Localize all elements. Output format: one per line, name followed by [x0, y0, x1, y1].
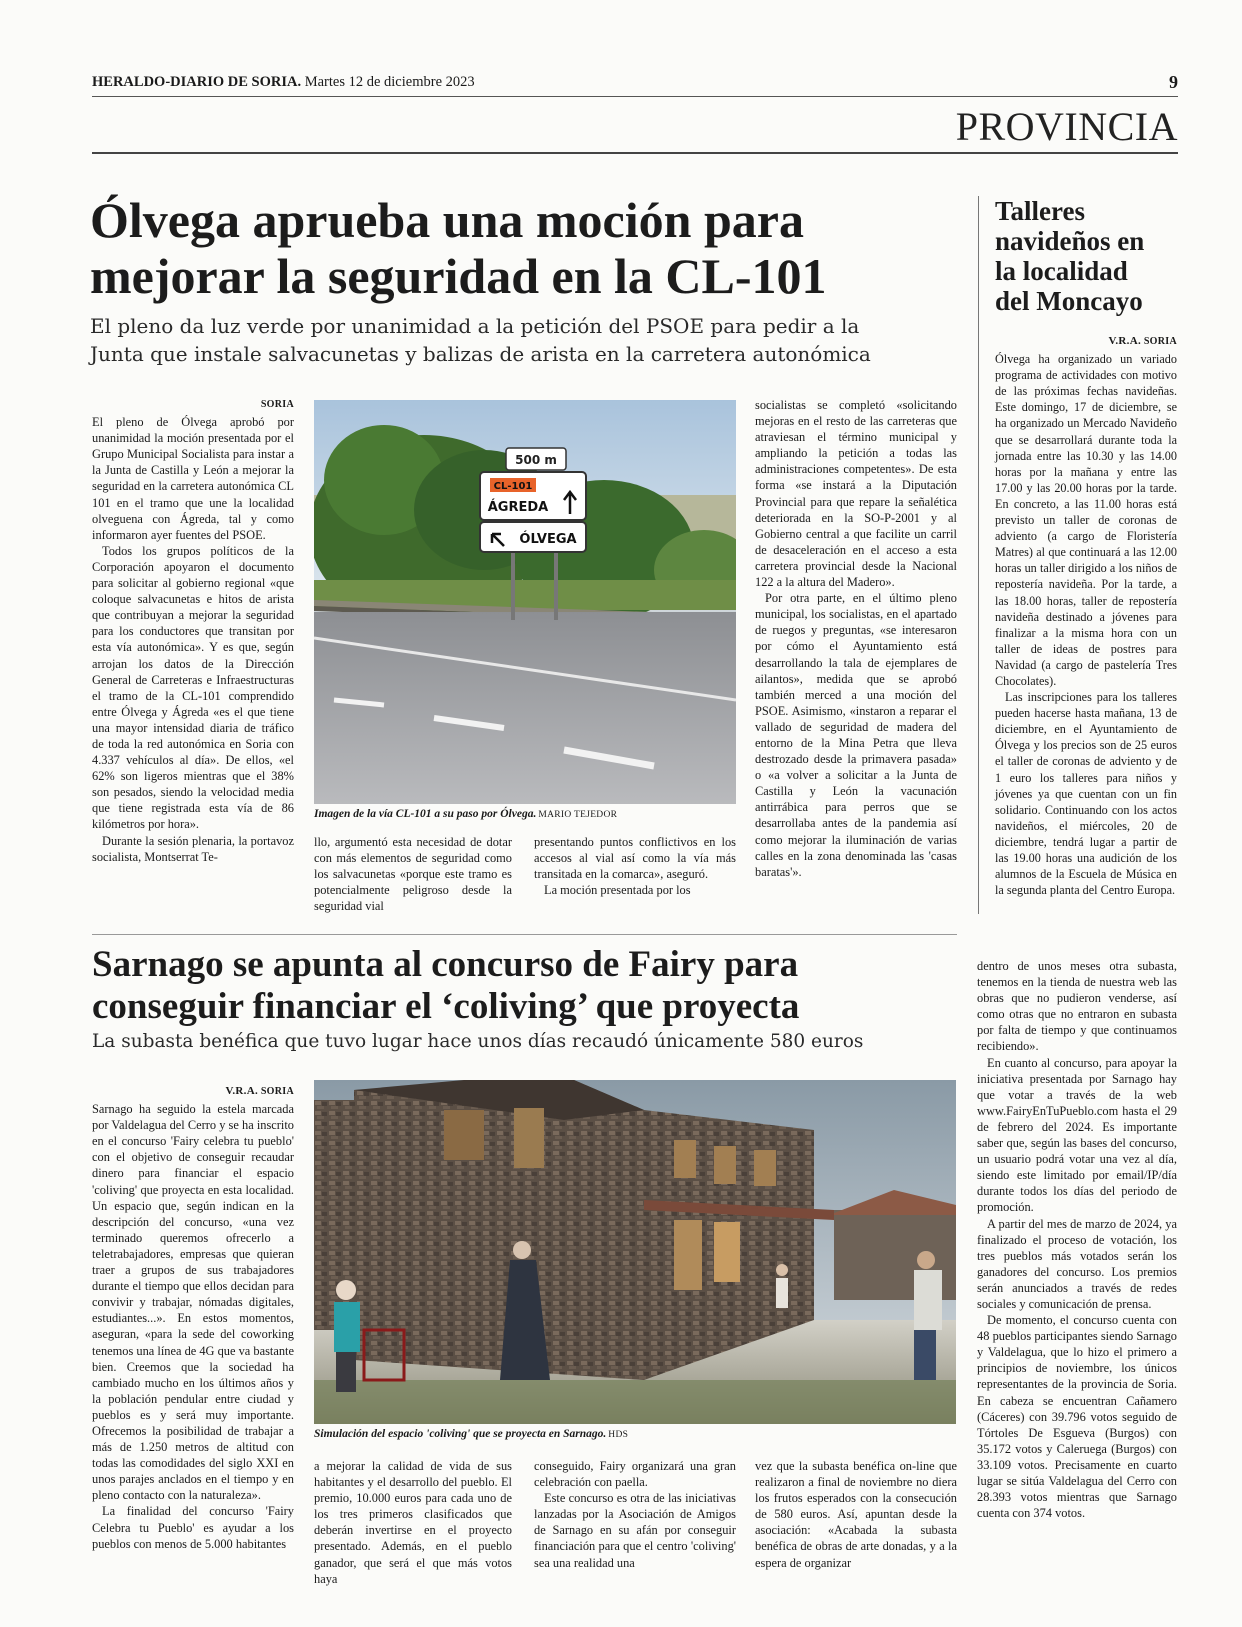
sign-town-olvega: ÓLVEGA	[519, 532, 577, 547]
issue-date: Martes 12 de diciembre 2023	[301, 74, 475, 90]
byline-place: SORIA	[260, 1086, 294, 1097]
article2-paragraph: La finalidad del concurso 'Fairy Celebra tu Pueblo' es ayudar a los pueblos con menos de 5.000 habitantes	[92, 1504, 294, 1551]
article1-subhead-line-1: El pleno da luz verde por unanimidad a la petición del PSOE para pedir a la	[90, 314, 860, 338]
article1-column-3	[534, 834, 736, 898]
newspaper-name: HERALDO-DIARIO DE SORIA.	[92, 74, 302, 90]
sidebar-byline	[995, 333, 1177, 350]
sidebar-title	[995, 196, 1180, 316]
byline-place: SORIA	[1143, 336, 1177, 347]
article2-photo	[314, 1080, 956, 1424]
byline-initials: V.R.A.	[1108, 335, 1141, 347]
article2-photo-caption	[314, 1428, 956, 1440]
photo-credit: HDS	[608, 1430, 629, 1440]
article2-column-3	[534, 1458, 736, 1571]
article2-paragraph: a mejorar la calidad de vida de sus habitantes y el desarrollo del pueblo. El premio, 10.000 euros para cada uno de los tres primeros clasificados que deberán invertirse en el proyecto presentado. Además, en el pueblo ganador, que será el que más votos haya	[314, 1459, 512, 1586]
article1-paragraph: presentando puntos conflictivos en los accesos al vial así como la vía más transitada en la comarca», aseguró.	[534, 835, 736, 882]
sidebar-body	[995, 333, 1177, 898]
section-title: PROVINCIA	[955, 104, 1178, 149]
article1-paragraph: Todos los grupos políticos de la Corporación apoyaron el documento para solicitar al gobierno regional «que coloque salvacunetas e hitos de arista que contribuyan a mejorar la seguridad para los conductores que transitan por esta vía autonómica». Y es que, según arrojan los datos de la Dirección General de Carreteras e Infraestructuras el tramo de la CL-101 comprendido entre Ólvega y Ágreda «es el que tiene una mayor intensidad diaria de tráfico de toda la red autonómica en Soria con 4.337 vehículos al día». De ellos, «el 62% son ligeros mientras que el 38% son pesados, siendo la velocidad media que tiene registrada esta vía de 86 kilómetros por hora».	[92, 543, 294, 832]
article2-column-5	[977, 958, 1177, 1521]
article1-headline-line-1: Ólvega aprueba una moción para	[90, 192, 804, 248]
article1-paragraph: socialistas se completó «solicitando mejoras en el resto de las carreteras que atraviesan el término municipal y ampliando la petición a todas las administraciones competentes». De esta forma «se instará a la Diputación Provincial para que repare la señalética deteriorada en la SO-P-2001 y al Gobierno central a que facilite un carril de desaceleración en el acceso a esta carretera provincial desde la Nacional 122 a la altura del Madero».	[755, 398, 957, 590]
article2-paragraph: vez que la subasta benéfica on-line que realizaron a final de noviembre no diera los frutos esperados con la consecución de 580 euros. Así, apuntan desde la asociación: «Acabada la subasta benéfica de obras de arte donadas, y a la espera de organizar	[755, 1459, 957, 1570]
article2-paragraph: Sarnago ha seguido la estela marcada por Valdelagua del Cerro y se ha inscrito en el concurso 'Fairy celebra tu pueblo' con el objetivo de conseguir recaudar dinero para financiar el espacio 'coliving' que proyecta en esta localidad. Un espacio que, según indican en la descripción del concurso, «una vez terminado queremos ofrecerlo a teletrabajadores, empresas que quieran traer a grupos de sus trabajadores durante el tiempo que ellos decidan para convivir y trabajar, nómadas digitales, estudiantes...». En estos momentos, aseguran, «para la sede del coworking tenemos una línea de 4G que va bastante bien. Creemos que la sociedad ha cambiado mucho en los últimos años y la población pendular entre ciudad y pueblos es y será muy importante. Ofrecemos la posibilidad de trabajar a más de 1.250 metros de altitud con todas las comodidades del siglo XXI en unos parajes anclados en el tiempo y en pleno contacto con la naturaleza».	[92, 1102, 294, 1503]
sidebar-divider	[978, 196, 979, 914]
article2-paragraph: De momento, el concurso cuenta con 48 pueblos participantes siendo Sarnago y Valdelagua, que lo hizo el primero a principios de noviembre, los únicos representantes de la provincia de Soria. En cabeza se encuentran Cañamero (Cáceres) con 39.796 votos seguido de Tórtoles De Esgueva (Burgos) con 35.172 votos y Caleruega (Burgos) con 33.109 votos. Precisamente en cuarto lugar se sitúa Valdelagua del Cerro con 28.393 votos mientras que Sarnago cuenta con 374 votos.	[977, 1313, 1177, 1521]
article1-headline	[90, 192, 920, 304]
article1-column-4	[755, 397, 957, 880]
sign-distance-label: 500 m	[515, 453, 557, 467]
photo-credit: MARIO TEJEDOR	[538, 810, 618, 820]
article-separator	[92, 934, 957, 935]
article2-column-2	[314, 1458, 512, 1587]
road-photo-illustration	[314, 400, 736, 804]
sidebar-title-line: navideños en	[995, 226, 1145, 256]
sign-town-agreda: ÁGREDA	[487, 500, 549, 515]
sidebar-paragraph: Ólvega ha organizado un variado programa de actividades con motivo de las próximas fechas navideñas. Este domingo, 17 de diciembre, se ha organizado un Mercado Navideño que se desarrollará durante toda la jornada entre las 10.30 y las 14.00 horas por la mañana y entre las 17.00 y las 20.00 horas por la tarde. En concreto, a las 11.00 horas está previsto un taller de coronas de adviento (a cargo de Floristería Matres) al que continuará a las 12.00 horas un taller dirigido a los niños de repostería navideña. Por la tarde, a las 18.00 horas, taller de repostería navideña destinado a jóvenes para finalizar a la misma hora con un taller de ideas de postres para Navidad (a cargo de pastelería Tres Chocolates).	[995, 352, 1177, 688]
sidebar-paragraph: Las inscripciones para los talleres pueden hacerse hasta mañana, 13 de diciembre, en el Ayuntamiento de Ólvega y los precios son de 25 euros el taller de coronas de adviento y de 1 euro los talleres para niños y jóvenes ya que cuentan con un fin solidario. Continuando con los actos navideños, el miércoles, 20 de diciembre, tendrá lugar a partir de las 19.00 horas una audición de los alumnos de la Escuela de Música en la segunda planta del Centro Europa.	[995, 690, 1177, 898]
article1-subhead-line-2: Junta que instale salvacunetas y balizas de arista en la carretera autonómica	[90, 342, 871, 366]
caption-text: Simulación del espacio 'coliving' que se proyecta en Sarnago.	[314, 1428, 607, 1440]
coliving-photo-illustration	[314, 1080, 956, 1424]
article1-subhead	[90, 312, 930, 368]
masthead-rule	[92, 96, 1178, 97]
article1-paragraph: La moción presentada por los	[544, 883, 691, 898]
article2-paragraph: dentro de unos meses otra subasta, tenemos en la tienda de nuestra web las obras que no pudieron venderse, así como otras que no entraron en subasta por falta de tiempo y que continuamos recibiendo».	[977, 959, 1177, 1054]
article2-paragraph: Este concurso es otra de las iniciativas lanzadas por la Asociación de Amigos de Sarnago en su afán por conseguir financiación para que el centro 'coliving' sea una realidad una	[534, 1491, 736, 1570]
article2-column-1	[92, 1083, 294, 1552]
article1-paragraph: El pleno de Ólvega aprobó por unanimidad la moción presentada por el Grupo Municipal Socialista para instar a la Junta de Castilla y León a mejorar la seguridad en la carretera autonómica CL 101 en el tramo que une la localidad olveguena con Ágreda, tal y como informaron ayer fuentes del PSOE.	[92, 415, 294, 542]
caption-text: Imagen de la vía CL-101 a su paso por Ólvega.	[314, 808, 537, 820]
article2-column-4	[755, 1458, 957, 1571]
article2-byline	[92, 1083, 294, 1100]
article1-headline-line-2: mejorar la seguridad en la CL-101	[90, 248, 827, 304]
section-rule	[92, 152, 1178, 154]
article1-column-1	[92, 397, 294, 865]
article1-photo-caption	[314, 808, 744, 820]
sidebar-title-line: la localidad	[995, 256, 1128, 286]
sign-road-number: CL-101	[493, 481, 533, 492]
byline-initials: V.R.A.	[225, 1085, 258, 1097]
article2-subhead: La subasta benéfica que tuvo lugar hace unos días recaudó únicamente 580 euros	[92, 1031, 864, 1052]
article2-headline-line-2: conseguir financiar el ‘coliving’ que proyecta	[92, 986, 800, 1027]
page-number: 9	[1169, 72, 1178, 92]
article2-paragraph: conseguido, Fairy organizará una gran celebración con paella.	[534, 1459, 736, 1490]
article1-paragraph: llo, argumentó esta necesidad de dotar con más elementos de seguridad como los salvacunetas «porque este tramo es potencialmente peligroso desde la seguridad vial	[314, 835, 512, 914]
article1-paragraph: Por otra parte, en el último pleno municipal, los socialistas, en el apartado de ruegos y preguntas, «se interesaron por cómo el Ayuntamiento está desarrollando la tala de ejemplares de ailantos», medida que se aprobó también merced a una moción del PSOE. Asimismo, «instaron a reparar el vallado de seguridad de madera del entorno de la Mina Petra que lleva destrozado desde la primavera pasada» o «a volver a solicitar a la Junta de Castilla y León la vacunación antirrábica para perros que se desarrollaba antes de la pandemia así como mejorar la iluminación de varias calles en la zona denominada las 'casas baratas'».	[755, 591, 957, 879]
article1-column-2	[314, 834, 512, 914]
masthead	[92, 74, 1178, 96]
article2-headline	[92, 944, 952, 1028]
sidebar-title-line: del Moncayo	[995, 286, 1143, 316]
article2-paragraph: En cuanto al concurso, para apoyar la iniciativa presentada por Sarnago hay que votar a través de la web www.FairyEnTuPueblo.com hasta el 29 de febrero del 2024. Es importante saber que, según las bases del concurso, un usuario podrá votar una vez al día, siendo este limitado por email/IP/día durante todos los días del periodo de promoción.	[977, 1055, 1177, 1215]
sidebar-title-line: Talleres	[995, 196, 1086, 226]
article1-byline: SORIA	[260, 399, 294, 410]
article1-photo	[314, 400, 736, 804]
article2-paragraph: A partir del mes de marzo de 2024, ya finalizado el proceso de votación, los tres pueblos más votados serán los ganadores del concurso. Los premios serán anunciados a través de redes sociales y comunicación de prensa.	[977, 1216, 1177, 1311]
article2-headline-line-1: Sarnago se apunta al concurso de Fairy para	[92, 944, 799, 985]
article1-paragraph: Durante la sesión plenaria, la portavoz socialista, Montserrat Te-	[92, 833, 294, 864]
